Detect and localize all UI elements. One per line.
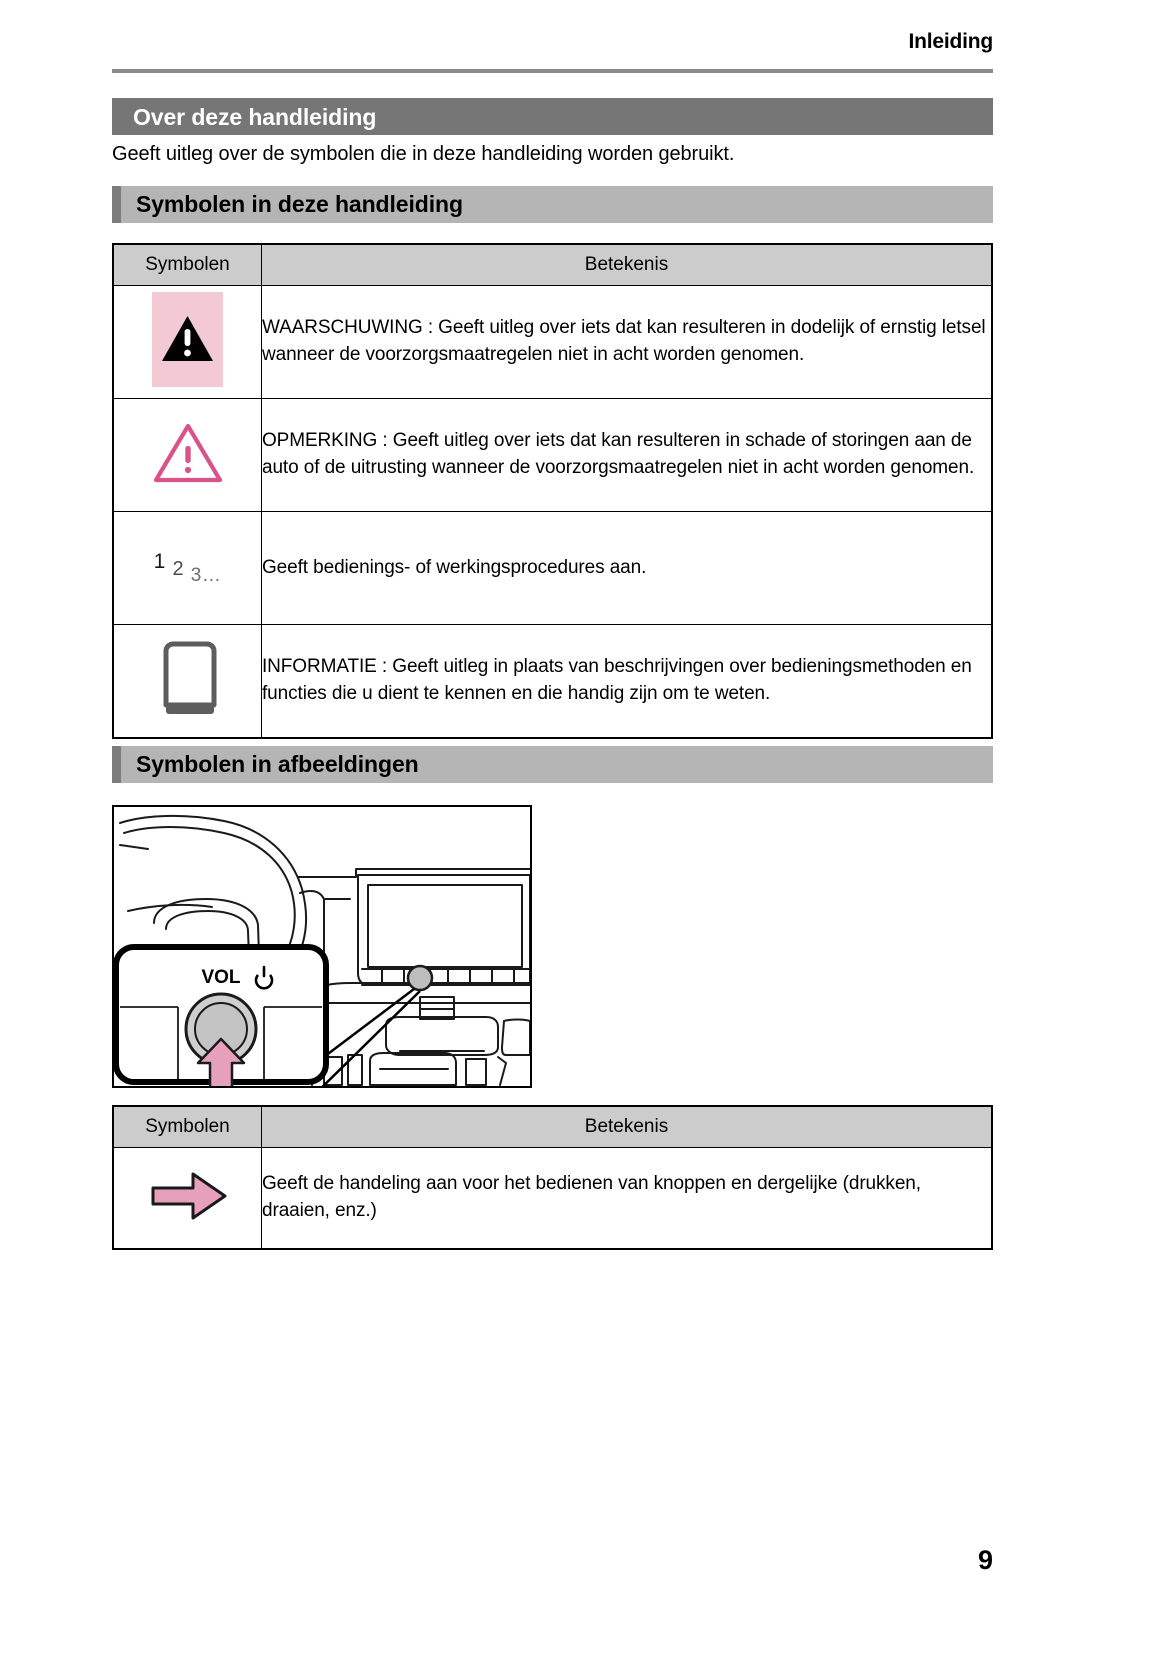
vol-label: VOL — [201, 967, 241, 988]
meaning-cell — [262, 1148, 993, 1250]
table-header-row — [113, 1106, 992, 1148]
meaning-cell — [262, 286, 993, 399]
column-header-symbolen: Symbolen — [113, 1106, 262, 1148]
column-header-betekenis: Betekenis — [262, 1106, 993, 1148]
book-icon — [158, 639, 218, 724]
column-header-betekenis: Betekenis — [262, 244, 993, 286]
meaning-cell — [262, 512, 993, 625]
pink-arrow-icon — [145, 1168, 231, 1229]
meaning-text: WAARSCHUWING : Geeft uitleg over iets dat kan resulteren in dodelijk of ernstig letsel wanneer de voorzorgsmaatregelen niet in acht worden genomen. — [262, 317, 986, 365]
symbols-manual-table — [112, 243, 993, 739]
meaning-text: OPMERKING : Geeft uitleg over iets dat kan resulteren in schade of storingen aan de auto of de uitrusting wanneer de voorzorgsmaatregelen niet in acht worden genomen. — [262, 430, 975, 478]
header-divider — [112, 69, 993, 73]
section-bar-symbols-manual-label: Symbolen in deze handleiding — [136, 191, 463, 217]
meaning-cell — [262, 399, 993, 512]
section-bar-accent — [112, 186, 121, 223]
table-header-row — [113, 244, 992, 286]
section-bar-about — [112, 98, 993, 135]
symbol-cell — [113, 286, 262, 399]
warning-triangle-filled-icon — [152, 292, 223, 387]
caution-triangle-outline-icon — [153, 422, 223, 489]
table-row — [113, 1148, 992, 1250]
table-row — [113, 512, 992, 625]
symbol-cell — [113, 512, 262, 625]
page-number: 9 — [977, 1545, 993, 1575]
symbol-cell — [113, 625, 262, 739]
table-row — [113, 286, 992, 399]
table-row — [113, 625, 992, 739]
section-bar-accent — [112, 746, 121, 783]
table-row — [113, 399, 992, 512]
meaning-text: Geeft de handeling aan voor het bedienen van knoppen en dergelijke (drukken, draaien, enz.) — [262, 1173, 921, 1221]
section-bar-symbols-illustrations-label: Symbolen in afbeeldingen — [136, 751, 419, 777]
column-header-symbolen: Symbolen — [113, 244, 262, 286]
symbols-illustrations-table — [112, 1105, 993, 1250]
numbered-steps-icon: 1 2 3… — [153, 549, 222, 586]
meaning-text: Geeft bedienings- of werkingsprocedures aan. — [262, 556, 647, 578]
section-bar-about-label: Over deze handleiding — [133, 104, 377, 130]
chapter-header-title: Inleiding — [908, 30, 993, 53]
intro-paragraph: Geeft uitleg over de symbolen die in deze handleiding worden gebruikt. — [112, 143, 735, 165]
meaning-text: INFORMATIE : Geeft uitleg in plaats van beschrijvingen over bedieningsmethoden en functies die u dient te kennen en die handig zijn om te weten. — [262, 656, 972, 704]
section-bar-symbols-manual — [112, 186, 993, 223]
section-bar-symbols-illustrations — [112, 746, 993, 783]
dashboard-illustration — [112, 805, 532, 1088]
symbol-cell — [113, 1148, 262, 1250]
meaning-cell — [262, 625, 993, 739]
symbol-cell — [113, 399, 262, 512]
